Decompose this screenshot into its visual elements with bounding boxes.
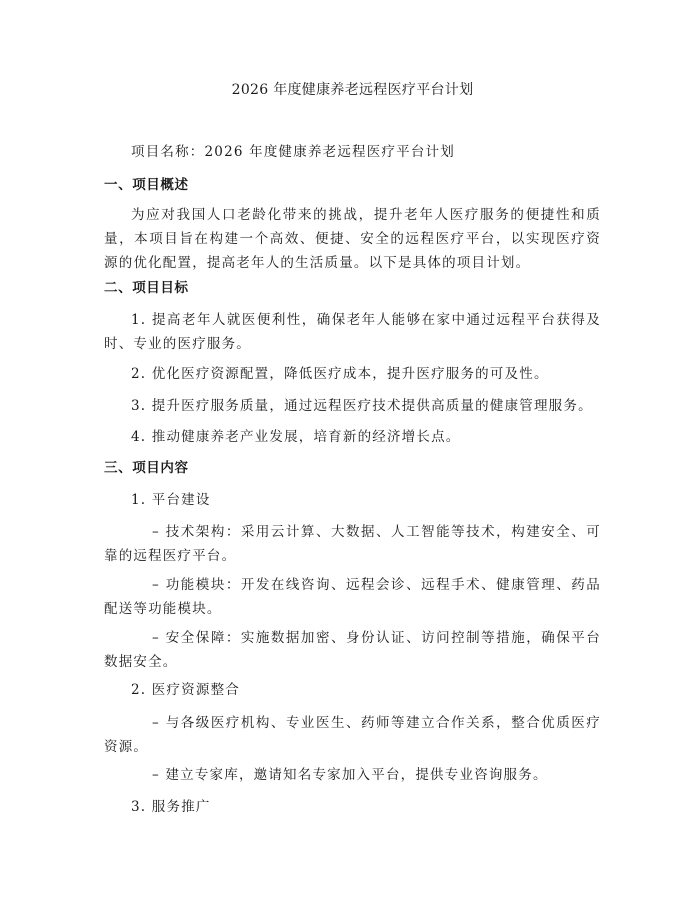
subsection-title-resources: 2. 医疗资源整合	[131, 682, 240, 698]
section-heading-goals: 二、项目目标	[104, 280, 189, 296]
section-heading-content: 三、项目内容	[104, 460, 189, 476]
subsection-title-platform: 1. 平台建设	[131, 492, 211, 508]
platform-item-architecture: – 技术架构：采用云计算、大数据、人工智能等技术，构建安全、可靠的远程医疗平台。	[104, 524, 601, 564]
resources-item-experts: – 建立专家库，邀请知名专家加入平台，提供专业咨询服务。	[152, 767, 548, 783]
subsection-title-promotion: 3. 服务推广	[131, 799, 211, 815]
overview-paragraph: 为应对我国人口老龄化带来的挑战，提升老年人医疗服务的便捷性和质量，本项目旨在构建一个高效、便捷、安全的远程医疗平台，以实现医疗资源的优化配置，提高老年人的生活质量。以下是具体的项目计划。	[104, 207, 601, 271]
goal-item-1: 1. 提高老年人就医便利性，确保老年人能够在家中通过远程平台获得及时、专业的医疗服务。	[104, 312, 601, 352]
section-heading-overview: 一、项目概述	[104, 177, 189, 193]
platform-item-security: – 安全保障：实施数据加密、身份认证、访问控制等措施，确保平台数据安全。	[104, 630, 601, 670]
document-title: 2026 年度健康养老远程医疗平台计划	[231, 82, 474, 98]
project-name: 项目名称：2026 年度健康养老远程医疗平台计划	[131, 144, 455, 160]
goal-item-4: 4. 推动健康养老产业发展，培育新的经济增长点。	[131, 429, 461, 445]
platform-item-modules: – 功能模块：开发在线咨询、远程会诊、远程手术、健康管理、药品配送等功能模块。	[104, 577, 601, 617]
goal-item-2: 2. 优化医疗资源配置，降低医疗成本，提升医疗服务的可及性。	[131, 366, 549, 382]
goal-item-3: 3. 提升医疗服务质量，通过远程医疗技术提供高质量的健康管理服务。	[131, 398, 593, 414]
resources-item-cooperation: – 与各级医疗机构、专业医生、药师等建立合作关系，整合优质医疗资源。	[104, 715, 601, 755]
